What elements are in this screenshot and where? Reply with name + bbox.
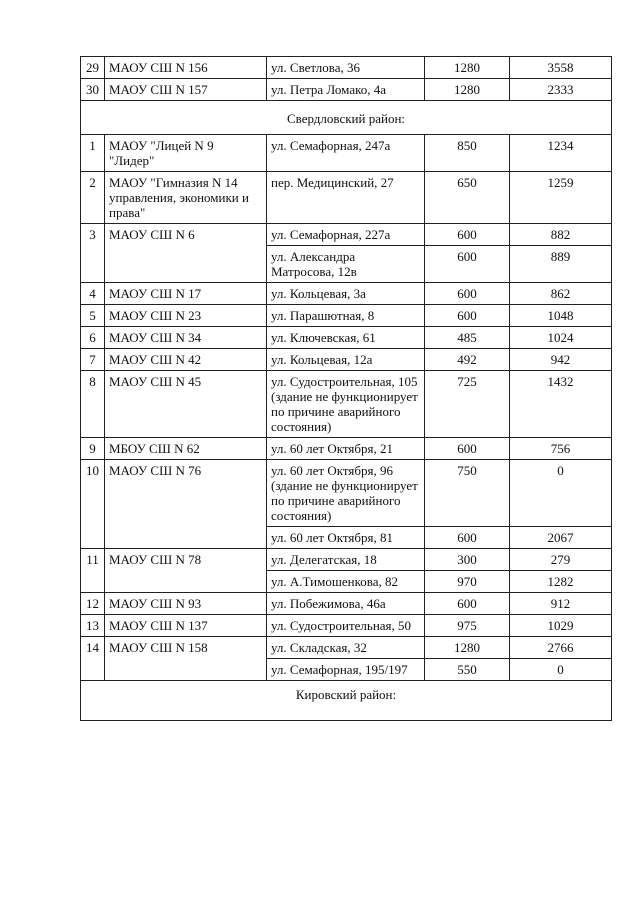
- table-row: [81, 615, 612, 637]
- table-row: [81, 637, 612, 659]
- design-capacity: 600: [425, 527, 510, 549]
- row-number: 7: [81, 349, 105, 371]
- district-heading: Кировский район:: [81, 681, 612, 721]
- design-capacity: 600: [425, 283, 510, 305]
- school-address: ул. Складская, 32: [267, 637, 425, 659]
- student-count: 889: [510, 246, 612, 283]
- table-row: [81, 135, 612, 172]
- school-address: ул. Семафорная, 195/197: [267, 659, 425, 681]
- row-number: 3: [81, 224, 105, 283]
- row-number: 5: [81, 305, 105, 327]
- row-number: 13: [81, 615, 105, 637]
- school-name: МАОУ "Гимназия N 14 управления, экономики и права": [105, 172, 267, 224]
- school-name: МАОУ СШ N 76: [105, 460, 267, 549]
- school-address: ул. Кольцевая, 12а: [267, 349, 425, 371]
- table-row: [81, 305, 612, 327]
- row-number: 12: [81, 593, 105, 615]
- school-name: МАОУ СШ N 6: [105, 224, 267, 283]
- student-count: 1234: [510, 135, 612, 172]
- school-address: ул. Судостроительная, 105 (здание не функционирует по причине аварийного состояния): [267, 371, 425, 438]
- student-count: 862: [510, 283, 612, 305]
- student-count: 912: [510, 593, 612, 615]
- school-address: ул. Побежимова, 46а: [267, 593, 425, 615]
- student-count: 1432: [510, 371, 612, 438]
- school-address: ул. 60 лет Октября, 81: [267, 527, 425, 549]
- school-name: МАОУ СШ N 156: [105, 57, 267, 79]
- student-count: 1024: [510, 327, 612, 349]
- row-number: 10: [81, 460, 105, 549]
- row-number: 9: [81, 438, 105, 460]
- row-number: 30: [81, 79, 105, 101]
- student-count: 1282: [510, 571, 612, 593]
- row-number: 14: [81, 637, 105, 681]
- design-capacity: 485: [425, 327, 510, 349]
- row-number: 2: [81, 172, 105, 224]
- student-count: 2766: [510, 637, 612, 659]
- table-row: [81, 327, 612, 349]
- school-address: ул. Семафорная, 247а: [267, 135, 425, 172]
- student-count: 2333: [510, 79, 612, 101]
- student-count: 942: [510, 349, 612, 371]
- school-capacity-table: [80, 56, 612, 721]
- school-name: МАОУ "Лицей N 9 "Лидер": [105, 135, 267, 172]
- design-capacity: 600: [425, 438, 510, 460]
- design-capacity: 970: [425, 571, 510, 593]
- table-row: [81, 371, 612, 438]
- school-address: ул. 60 лет Октября, 96 (здание не функционирует по причине аварийного состояния): [267, 460, 425, 527]
- school-address: ул. А.Тимошенкова, 82: [267, 571, 425, 593]
- design-capacity: 725: [425, 371, 510, 438]
- table-row: [81, 172, 612, 224]
- school-address: пер. Медицинский, 27: [267, 172, 425, 224]
- row-number: 6: [81, 327, 105, 349]
- design-capacity: 1280: [425, 79, 510, 101]
- table-row: [81, 57, 612, 79]
- design-capacity: 750: [425, 460, 510, 527]
- table-row: [81, 460, 612, 527]
- school-name: МАОУ СШ N 158: [105, 637, 267, 681]
- school-address: ул. Петра Ломако, 4а: [267, 79, 425, 101]
- row-number: 1: [81, 135, 105, 172]
- school-address: ул. Парашютная, 8: [267, 305, 425, 327]
- row-number: 4: [81, 283, 105, 305]
- school-address: ул. 60 лет Октября, 21: [267, 438, 425, 460]
- student-count: 3558: [510, 57, 612, 79]
- school-address: ул. Делегатская, 18: [267, 549, 425, 571]
- student-count: 756: [510, 438, 612, 460]
- school-name: МАОУ СШ N 23: [105, 305, 267, 327]
- district-heading: Свердловский район:: [81, 101, 612, 135]
- district-row: [81, 101, 612, 135]
- design-capacity: 600: [425, 593, 510, 615]
- design-capacity: 1280: [425, 637, 510, 659]
- design-capacity: 650: [425, 172, 510, 224]
- design-capacity: 550: [425, 659, 510, 681]
- school-name: МАОУ СШ N 78: [105, 549, 267, 593]
- student-count: 1259: [510, 172, 612, 224]
- table-row: [81, 349, 612, 371]
- school-address: ул. Светлова, 36: [267, 57, 425, 79]
- student-count: 0: [510, 460, 612, 527]
- row-number: 29: [81, 57, 105, 79]
- school-name: МАОУ СШ N 137: [105, 615, 267, 637]
- table-row: [81, 593, 612, 615]
- school-address: ул. Судостроительная, 50: [267, 615, 425, 637]
- table-row: [81, 438, 612, 460]
- design-capacity: 1280: [425, 57, 510, 79]
- student-count: 0: [510, 659, 612, 681]
- district-row: [81, 681, 612, 721]
- school-name: МБОУ СШ N 62: [105, 438, 267, 460]
- school-name: МАОУ СШ N 42: [105, 349, 267, 371]
- table-row: [81, 549, 612, 571]
- student-count: 2067: [510, 527, 612, 549]
- student-count: 279: [510, 549, 612, 571]
- design-capacity: 600: [425, 305, 510, 327]
- design-capacity: 300: [425, 549, 510, 571]
- table-row: [81, 283, 612, 305]
- table-row: [81, 224, 612, 246]
- school-address: ул. Семафорная, 227а: [267, 224, 425, 246]
- school-address: ул. Кольцевая, 3а: [267, 283, 425, 305]
- school-name: МАОУ СШ N 17: [105, 283, 267, 305]
- design-capacity: 492: [425, 349, 510, 371]
- design-capacity: 975: [425, 615, 510, 637]
- student-count: 1048: [510, 305, 612, 327]
- design-capacity: 850: [425, 135, 510, 172]
- table-row: [81, 79, 612, 101]
- school-name: МАОУ СШ N 93: [105, 593, 267, 615]
- school-address: ул. Александра Матросова, 12в: [267, 246, 425, 283]
- row-number: 11: [81, 549, 105, 593]
- school-name: МАОУ СШ N 157: [105, 79, 267, 101]
- school-name: МАОУ СШ N 34: [105, 327, 267, 349]
- student-count: 882: [510, 224, 612, 246]
- design-capacity: 600: [425, 246, 510, 283]
- row-number: 8: [81, 371, 105, 438]
- school-address: ул. Ключевская, 61: [267, 327, 425, 349]
- school-name: МАОУ СШ N 45: [105, 371, 267, 438]
- table-body: [81, 57, 612, 721]
- design-capacity: 600: [425, 224, 510, 246]
- student-count: 1029: [510, 615, 612, 637]
